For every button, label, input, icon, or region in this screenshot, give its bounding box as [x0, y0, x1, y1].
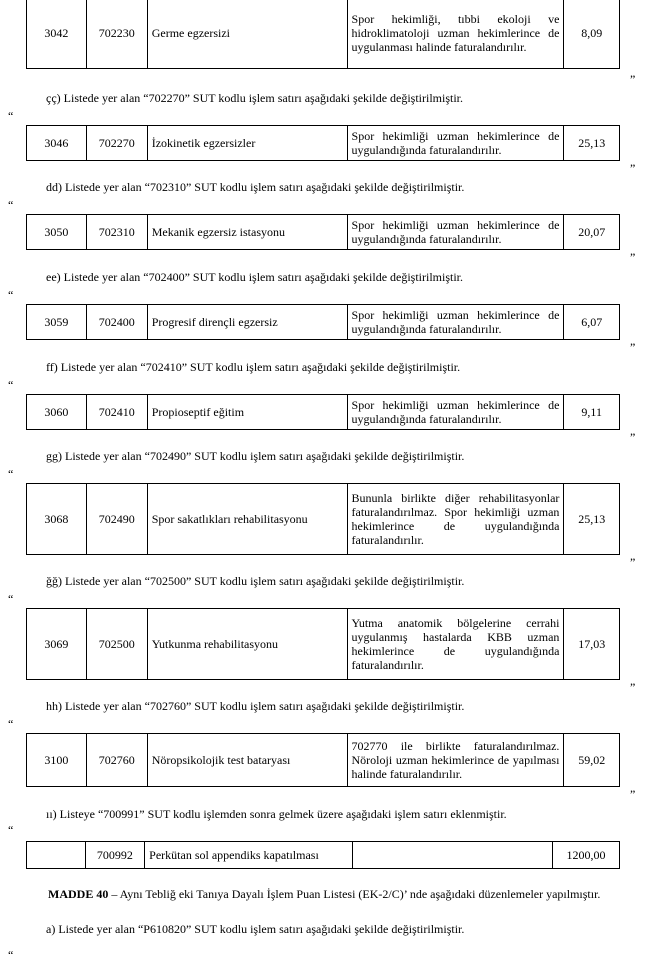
- cell-note: 702770 ile birlikte faturalandırılmaz. Nöroloji uzman hekimlerince de yapılması halinde faturalandırılır.: [347, 734, 564, 787]
- paragraph-ee: ee) Listede yer alan “702400” SUT kodlu işlem satırı aşağıdaki şekilde değiştirilmiştir.: [46, 270, 464, 284]
- table-row: [27, 126, 620, 161]
- cell-score: 9,11: [564, 395, 620, 430]
- cell-name: Germe egzersizi: [147, 0, 347, 69]
- paragraph-gg-breve: ğğ) Listede yer alan “702500” SUT kodlu işlem satırı aşağıdaki şekilde değiştirilmiştir.: [46, 574, 465, 588]
- cell-no: 3046: [27, 126, 87, 161]
- cell-code: 702400: [86, 305, 147, 340]
- cell-name: Propioseptif eğitim: [147, 395, 347, 430]
- cell-code: 702270: [86, 126, 147, 161]
- cell-score: 25,13: [564, 484, 620, 555]
- open-quote: “: [8, 948, 14, 962]
- cell-no: 3059: [27, 305, 87, 340]
- open-quote: “: [8, 109, 14, 123]
- cell-code: 702490: [86, 484, 147, 555]
- sut-table-702760: [26, 733, 620, 787]
- cell-code: 702310: [86, 215, 147, 250]
- close-quote: ”: [630, 787, 636, 801]
- open-quote: “: [8, 288, 14, 302]
- cell-score: 20,07: [564, 215, 620, 250]
- open-quote: “: [8, 823, 14, 837]
- cell-no: 3060: [27, 395, 87, 430]
- table-row: [27, 215, 620, 250]
- cell-name: İzokinetik egzersizler: [147, 126, 347, 161]
- open-quote: “: [8, 467, 14, 481]
- cell-code: 702760: [86, 734, 147, 787]
- table-row: [27, 734, 620, 787]
- sut-table-702500: [26, 608, 620, 680]
- madde-heading: MADDE 40: [48, 887, 109, 901]
- paragraph-gg: gg) Listede yer alan “702490” SUT kodlu işlem satırı aşağıdaki şekilde değiştirilmiştir.: [46, 449, 465, 463]
- cell-name: Yutkunma rehabilitasyonu: [147, 609, 347, 680]
- cell-name: Spor sakatlıkları rehabilitasyonu: [147, 484, 347, 555]
- cell-code: 702230: [86, 0, 147, 69]
- table-row: [27, 484, 620, 555]
- cell-note: Spor hekimliği uzman hekimlerince de uygulandığında faturalandırılır.: [347, 126, 564, 161]
- table-row: [27, 609, 620, 680]
- cell-note: Spor hekimliği uzman hekimlerince de uygulandığında faturalandırılır.: [347, 395, 564, 430]
- cell-note: Spor hekimliği uzman hekimlerince de uygulandığında faturalandırılır.: [347, 215, 564, 250]
- close-quote: ”: [630, 72, 636, 86]
- table-row: [27, 0, 620, 69]
- cell-name: Perkütan sol appendiks kapatılması: [145, 842, 353, 869]
- cell-name: Mekanik egzersiz istasyonu: [147, 215, 347, 250]
- table-row: [27, 395, 620, 430]
- close-quote: ”: [630, 250, 636, 264]
- close-quote: ”: [630, 161, 636, 175]
- paragraph-ii: ıı) Listeye “700991” SUT kodlu işlemden sonra gelmek üzere aşağıdaki işlem satırı eklenmiştir.: [46, 807, 507, 821]
- cell-no: 3100: [27, 734, 87, 787]
- madde-body: – Aynı Tebliğ eki Tanıya Dayalı İşlem Puan Listesi (EK-2/C)’ nde aşağıdaki düzenlemeler yapılmıştır.: [108, 887, 601, 901]
- open-quote: “: [8, 198, 14, 212]
- sut-table-702310: [26, 214, 620, 250]
- paragraph-ff: ff) Listede yer alan “702410” SUT kodlu işlem satırı aşağıdaki şekilde değiştirilmiştir.: [46, 360, 461, 374]
- cell-code: 700992: [85, 842, 145, 869]
- open-quote: “: [8, 717, 14, 731]
- sut-table-702410: [26, 394, 620, 430]
- cell-code: 702500: [86, 609, 147, 680]
- cell-no: 3050: [27, 215, 87, 250]
- close-quote: ”: [630, 340, 636, 354]
- cell-score: 17,03: [564, 609, 620, 680]
- paragraph-hh: hh) Listede yer alan “702760” SUT kodlu işlem satırı aşağıdaki şekilde değiştirilmiştir.: [46, 699, 465, 713]
- table-row: [27, 842, 620, 869]
- cell-name: Progresif dirençli egzersiz: [147, 305, 347, 340]
- cell-note: Spor hekimliği, tıbbi ekoloji ve hidroklimatoloji uzman hekimlerince de uygulanması halinde faturalandırılır.: [347, 0, 564, 69]
- cell-score: 1200,00: [553, 842, 620, 869]
- cell-no: 3042: [27, 0, 87, 69]
- cell-no: 3069: [27, 609, 87, 680]
- open-quote: “: [8, 592, 14, 606]
- cell-score: 6,07: [564, 305, 620, 340]
- close-quote: ”: [630, 680, 636, 694]
- close-quote: ”: [630, 555, 636, 569]
- open-quote: “: [8, 378, 14, 392]
- cell-note: Spor hekimliği uzman hekimlerince de uygulandığında faturalandırılır.: [347, 305, 564, 340]
- paragraph-dd: dd) Listede yer alan “702310” SUT kodlu işlem satırı aşağıdaki şekilde değiştirilmiştir.: [46, 180, 465, 194]
- sut-table-702400: [26, 304, 620, 340]
- cell-note: [353, 842, 553, 869]
- cell-score: 59,02: [564, 734, 620, 787]
- cell-note: Yutma anatomik bölgelerine cerrahi uygulanmış hastalarda KBB uzman hekimlerince de uygulandığında faturalandırılır.: [347, 609, 564, 680]
- cell-name: Nöropsikolojik test bataryası: [147, 734, 347, 787]
- close-quote: ”: [630, 430, 636, 444]
- sut-table-702270: [26, 125, 620, 161]
- cell-score: 25,13: [564, 126, 620, 161]
- sut-table-700992: [26, 841, 620, 869]
- cell-code: 702410: [86, 395, 147, 430]
- cell-no: 3068: [27, 484, 87, 555]
- sut-table-702230: [26, 0, 620, 69]
- cell-note: Bununla birlikte diğer rehabilitasyonlar faturalandırılmaz. Spor hekimliği uzman hekimlerince de uygulandığında faturalandırılır.: [347, 484, 564, 555]
- madde-40-paragraph: [8, 886, 640, 902]
- paragraph-cc: çç) Listede yer alan “702270” SUT kodlu işlem satırı aşağıdaki şekilde değiştirilmiştir.: [46, 91, 464, 105]
- cell-score: 8,09: [564, 0, 620, 69]
- cell-no: [27, 842, 86, 869]
- sut-table-702490: [26, 483, 620, 555]
- table-row: [27, 305, 620, 340]
- paragraph-a: a) Listede yer alan “P610820” SUT kodlu işlem satırı aşağıdaki şekilde değiştirilmiştir.: [46, 922, 465, 936]
